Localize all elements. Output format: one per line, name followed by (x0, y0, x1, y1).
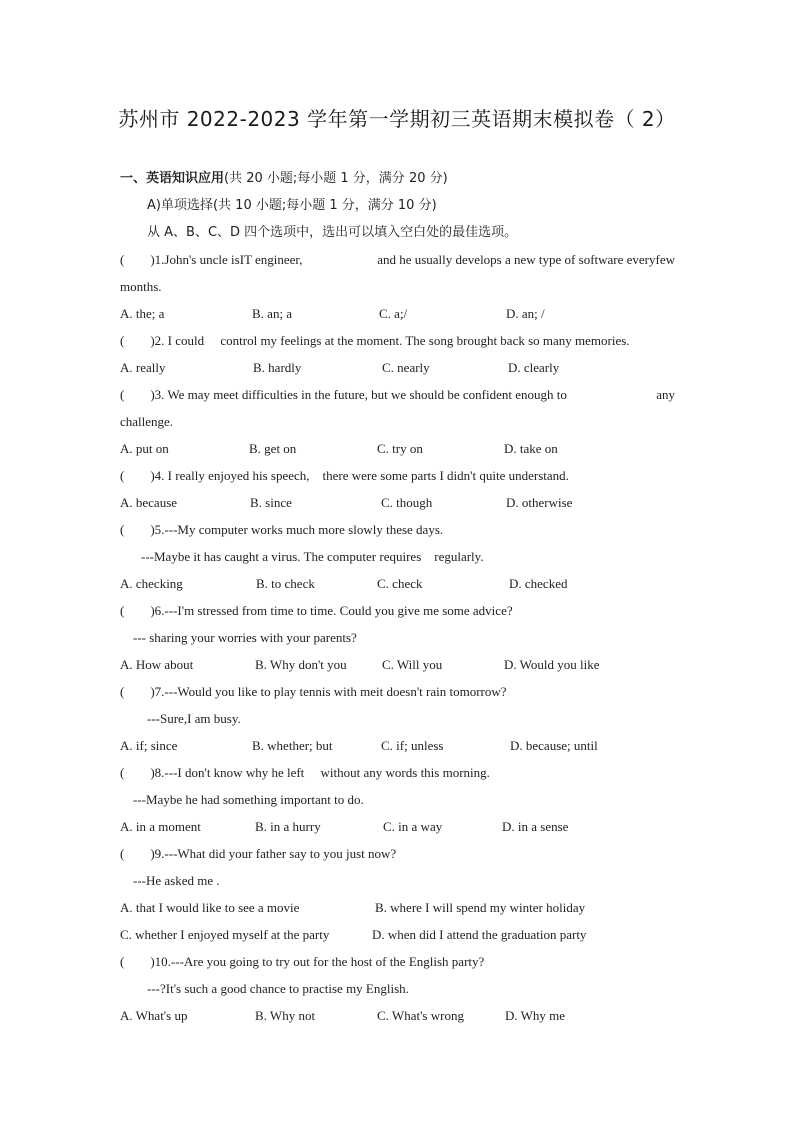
question-4-option-c[interactable]: C. though (381, 495, 433, 510)
section-heading (120, 170, 448, 188)
question-7-stem: ( )7.---Would you like to play tennis with meit doesn't rain tomorrow? (120, 684, 507, 699)
question-8-option-a[interactable]: A. in a moment (120, 819, 201, 834)
question-6-reply: --- sharing your worries with your parents? (133, 630, 357, 645)
question-2-option-d[interactable]: D. clearly (508, 360, 560, 375)
question-3-option-d[interactable]: D. take on (504, 441, 558, 456)
question-6-stem: ( )6.---I'm stressed from time to time. Could you give me some advice? (120, 603, 513, 618)
stem-part: any (656, 387, 675, 402)
question-8-reply: ---Maybe he had something important to do. (133, 792, 364, 807)
question-10-stem: ( )10.---Are you going to try out for the host of the English party? (120, 954, 485, 969)
question-4-option-a[interactable]: A. because (120, 495, 178, 510)
question-8-option-b[interactable]: B. in a hurry (255, 819, 321, 834)
question-9-option-d[interactable]: D. when did I attend the graduation party (372, 927, 587, 942)
question-8-option-d[interactable]: D. in a sense (502, 819, 569, 834)
stem-part: ( )3. We may meet difficulties in the future, but we should be confident enough to (120, 387, 567, 402)
question-7-option-d[interactable]: D. because; until (510, 738, 598, 753)
question-5-stem: ( )5.---My computer works much more slowly these days. (120, 522, 444, 537)
question-10-option-c[interactable]: C. What's wrong (377, 1008, 464, 1023)
question-5-option-d[interactable]: D. checked (509, 576, 568, 591)
stem-part: and he usually develops a new type of software everyfew (377, 252, 675, 267)
question-2-stem: ( )2. I could control my feelings at the moment. The song brought back so many memories. (120, 333, 630, 348)
section-note: (共 20 小题;每小题 1 分，满分 20 分) (224, 171, 448, 186)
question-8-option-c[interactable]: C. in a way (383, 819, 443, 834)
question-2-option-a[interactable]: A. really (120, 360, 166, 375)
question-10-option-b[interactable]: B. Why not (255, 1008, 316, 1023)
question-5-option-c[interactable]: C. check (377, 576, 423, 591)
question-9-reply: ---He asked me . (133, 873, 220, 888)
question-3-option-a[interactable]: A. put on (120, 441, 169, 456)
question-4-option-b[interactable]: B. since (250, 495, 292, 510)
question-6-option-b[interactable]: B. Why don't you (255, 657, 347, 672)
question-10-option-d[interactable]: D. Why me (505, 1008, 566, 1023)
question-7-reply: ---Sure,I am busy. (147, 711, 241, 726)
stem-part: ( )1.John's uncle isIT engineer, (120, 252, 303, 267)
question-1-option-a[interactable]: A. the; a (120, 306, 165, 321)
question-6-option-a[interactable]: A. How about (120, 657, 194, 672)
part-a-heading: A)单项选择(共 10 小题;每小题 1 分，满分 10 分) (147, 198, 437, 213)
question-8-stem: ( )8.---I don't know why he left without any words this morning. (120, 765, 490, 780)
question-7-option-b[interactable]: B. whether; but (252, 738, 333, 753)
question-5-option-a[interactable]: A. checking (120, 576, 183, 591)
question-6-option-d[interactable]: D. Would you like (504, 657, 600, 672)
question-1-stem-cont: months. (120, 279, 162, 294)
question-3-option-c[interactable]: C. try on (377, 441, 423, 456)
question-9-option-a[interactable]: A. that I would like to see a movie (120, 900, 300, 915)
question-3-stem (120, 386, 675, 404)
question-10-reply: ---?It's such a good chance to practise my English. (147, 981, 409, 996)
question-1-option-c[interactable]: C. a;/ (379, 306, 408, 321)
page-title: 苏州市 2022-2023 学年第一学期初三英语期末模拟卷（ 2） (118, 107, 676, 131)
question-6-option-c[interactable]: C. Will you (382, 657, 443, 672)
question-1-stem (120, 251, 675, 269)
question-9-option-b[interactable]: B. where I will spend my winter holiday (375, 900, 586, 915)
question-4-option-d[interactable]: D. otherwise (506, 495, 573, 510)
question-9-option-c[interactable]: C. whether I enjoyed myself at the party (120, 927, 330, 942)
question-2-option-b[interactable]: B. hardly (253, 360, 302, 375)
section-title: 一、英语知识应用 (120, 171, 225, 186)
question-5-option-b[interactable]: B. to check (256, 576, 315, 591)
question-5-reply: ---Maybe it has caught a virus. The computer requires regularly. (141, 549, 484, 564)
question-9-stem: ( )9.---What did your father say to you just now? (120, 846, 397, 861)
question-1-option-b[interactable]: B. an; a (252, 306, 293, 321)
question-7-option-a[interactable]: A. if; since (120, 738, 178, 753)
question-1-option-d[interactable]: D. an; / (506, 306, 545, 321)
question-4-stem: ( )4. I really enjoyed his speech, there were some parts I didn't quite understand. (120, 468, 569, 483)
question-7-option-c[interactable]: C. if; unless (381, 738, 444, 753)
question-3-stem-cont: challenge. (120, 414, 174, 429)
question-3-option-b[interactable]: B. get on (249, 441, 297, 456)
question-10-option-a[interactable]: A. What's up (120, 1008, 188, 1023)
question-2-option-c[interactable]: C. nearly (382, 360, 430, 375)
part-a-instruction: 从 A、B、C、D 四个选项中，选出可以填入空白处的最佳选项。 (147, 225, 518, 240)
